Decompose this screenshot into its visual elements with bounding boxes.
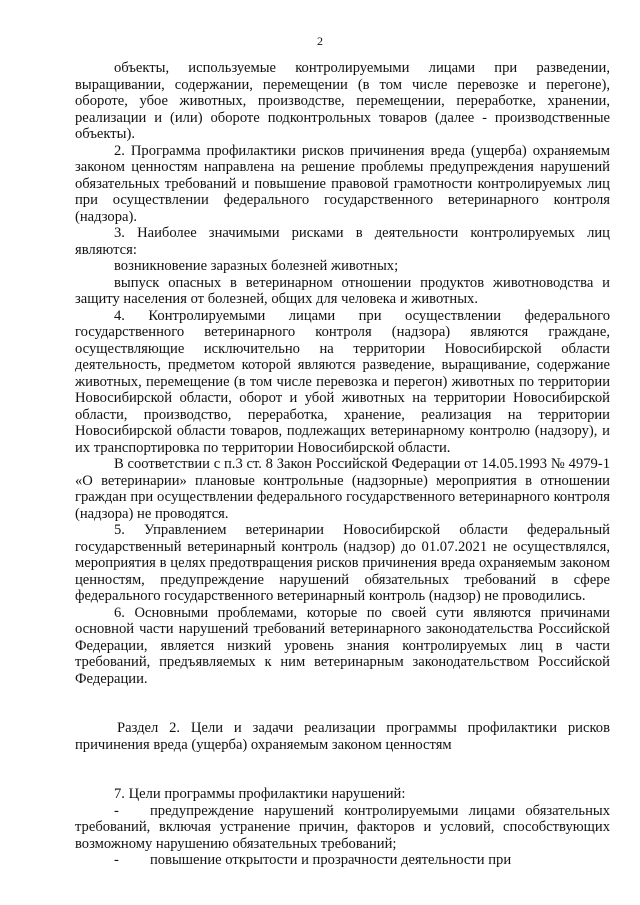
list-dash: - <box>114 852 119 868</box>
paragraph-objects: объекты, используемые контролируемыми лицами при разведении, выращивании, содержании, перемещении (в том числе перевозке и перегоне), обороте, убое животных, производстве, перемещении, переработке, хранении, реализации и (или) обороте подконтрольных товаров (далее - производственные объекты). <box>75 60 610 142</box>
goals-intro: 7. Цели программы профилактики нарушений: <box>114 786 406 802</box>
paragraph-3-risks: 3. Наиболее значимыми рисками в деятельности контролируемых лиц являются: <box>75 225 610 258</box>
paragraph-law-reference: В соответствии с п.3 ст. 8 Закон Российской Федерации от 14.05.1993 № 4979-1 «О ветеринарии» плановые контрольные (надзорные) мероприятия в отношении граждан при осуществлении федерального государственного ветеринарного контроля (надзора) не проводятся. <box>75 456 610 522</box>
goal-item-text: предупреждение нарушений контролируемыми лицами обязательных требований, включая устранение причин, факторов и условий, способствующих возможному нарушению обязательных требований; <box>75 802 610 852</box>
risk-item-diseases: возникновение заразных болезней животных; <box>114 258 399 274</box>
risk-item-products: выпуск опасных в ветеринарном отношении продуктов животноводства и защиту населения от болезней, общих для человека и животных. <box>75 274 610 307</box>
goal-item-text: повышение открытости и прозрачности деятельности при <box>150 852 512 868</box>
paragraph-4-controlled-persons: 4. Контролируемыми лицами при осуществлении федерального государственного ветеринарного контроля (надзора) являются граждане, осуществляющие исключительно на территории Новосибирской области деятельность, предметом которой являются разведение, выращивание, содержание животных, перемещение (в том числе перевозка и перегон) животных по территории Новосибирской области, оборот и убой животных на территории Новосибирской области, производство, переработка, хранение, реализация на территории Новосибирской области товаров, подлежащих ветеринарному контролю (надзору), и их транспортировка по территории Новосибирской области. <box>75 307 610 456</box>
document-body <box>75 60 610 869</box>
goal-item <box>75 803 610 853</box>
section-heading: Раздел 2. Цели и задачи реализации программы профилактики рисков причинения вреда (ущерба) охраняемым законом ценностям <box>75 720 610 753</box>
goal-item <box>75 852 610 869</box>
paragraph-5-department: 5. Управлением ветеринарии Новосибирской области федеральный государственный ветеринарный контроль (надзор) до 01.07.2021 не осуществлялся, мероприятия в целях предотвращения рисков причинения вреда охраняемым законом ценностям, предупреждение нарушений обязательных требований в сфере федерального государственного ветеринарный контроль (надзор) не проводились. <box>75 522 610 604</box>
list-dash: - <box>114 802 119 819</box>
paragraph-2-program: 2. Программа профилактики рисков причинения вреда (ущерба) охраняемым законом ценностям направлена на решение проблемы предупреждения нарушений обязательных требований и повышение правовой грамотности контролируемых лиц при осуществлении федерального государственного ветеринарного контроля (надзора). <box>75 142 610 225</box>
paragraph-6-problems: 6. Основными проблемами, которые по своей сути являются причинами основной части нарушений требований ветеринарного законодательства Российской Федерации, является низкий уровень знания контролируемых лиц в части требований, предъявляемых к ним ветеринарным законодательством Российской Федерации. <box>75 604 610 687</box>
page-number: 2 <box>317 34 323 48</box>
